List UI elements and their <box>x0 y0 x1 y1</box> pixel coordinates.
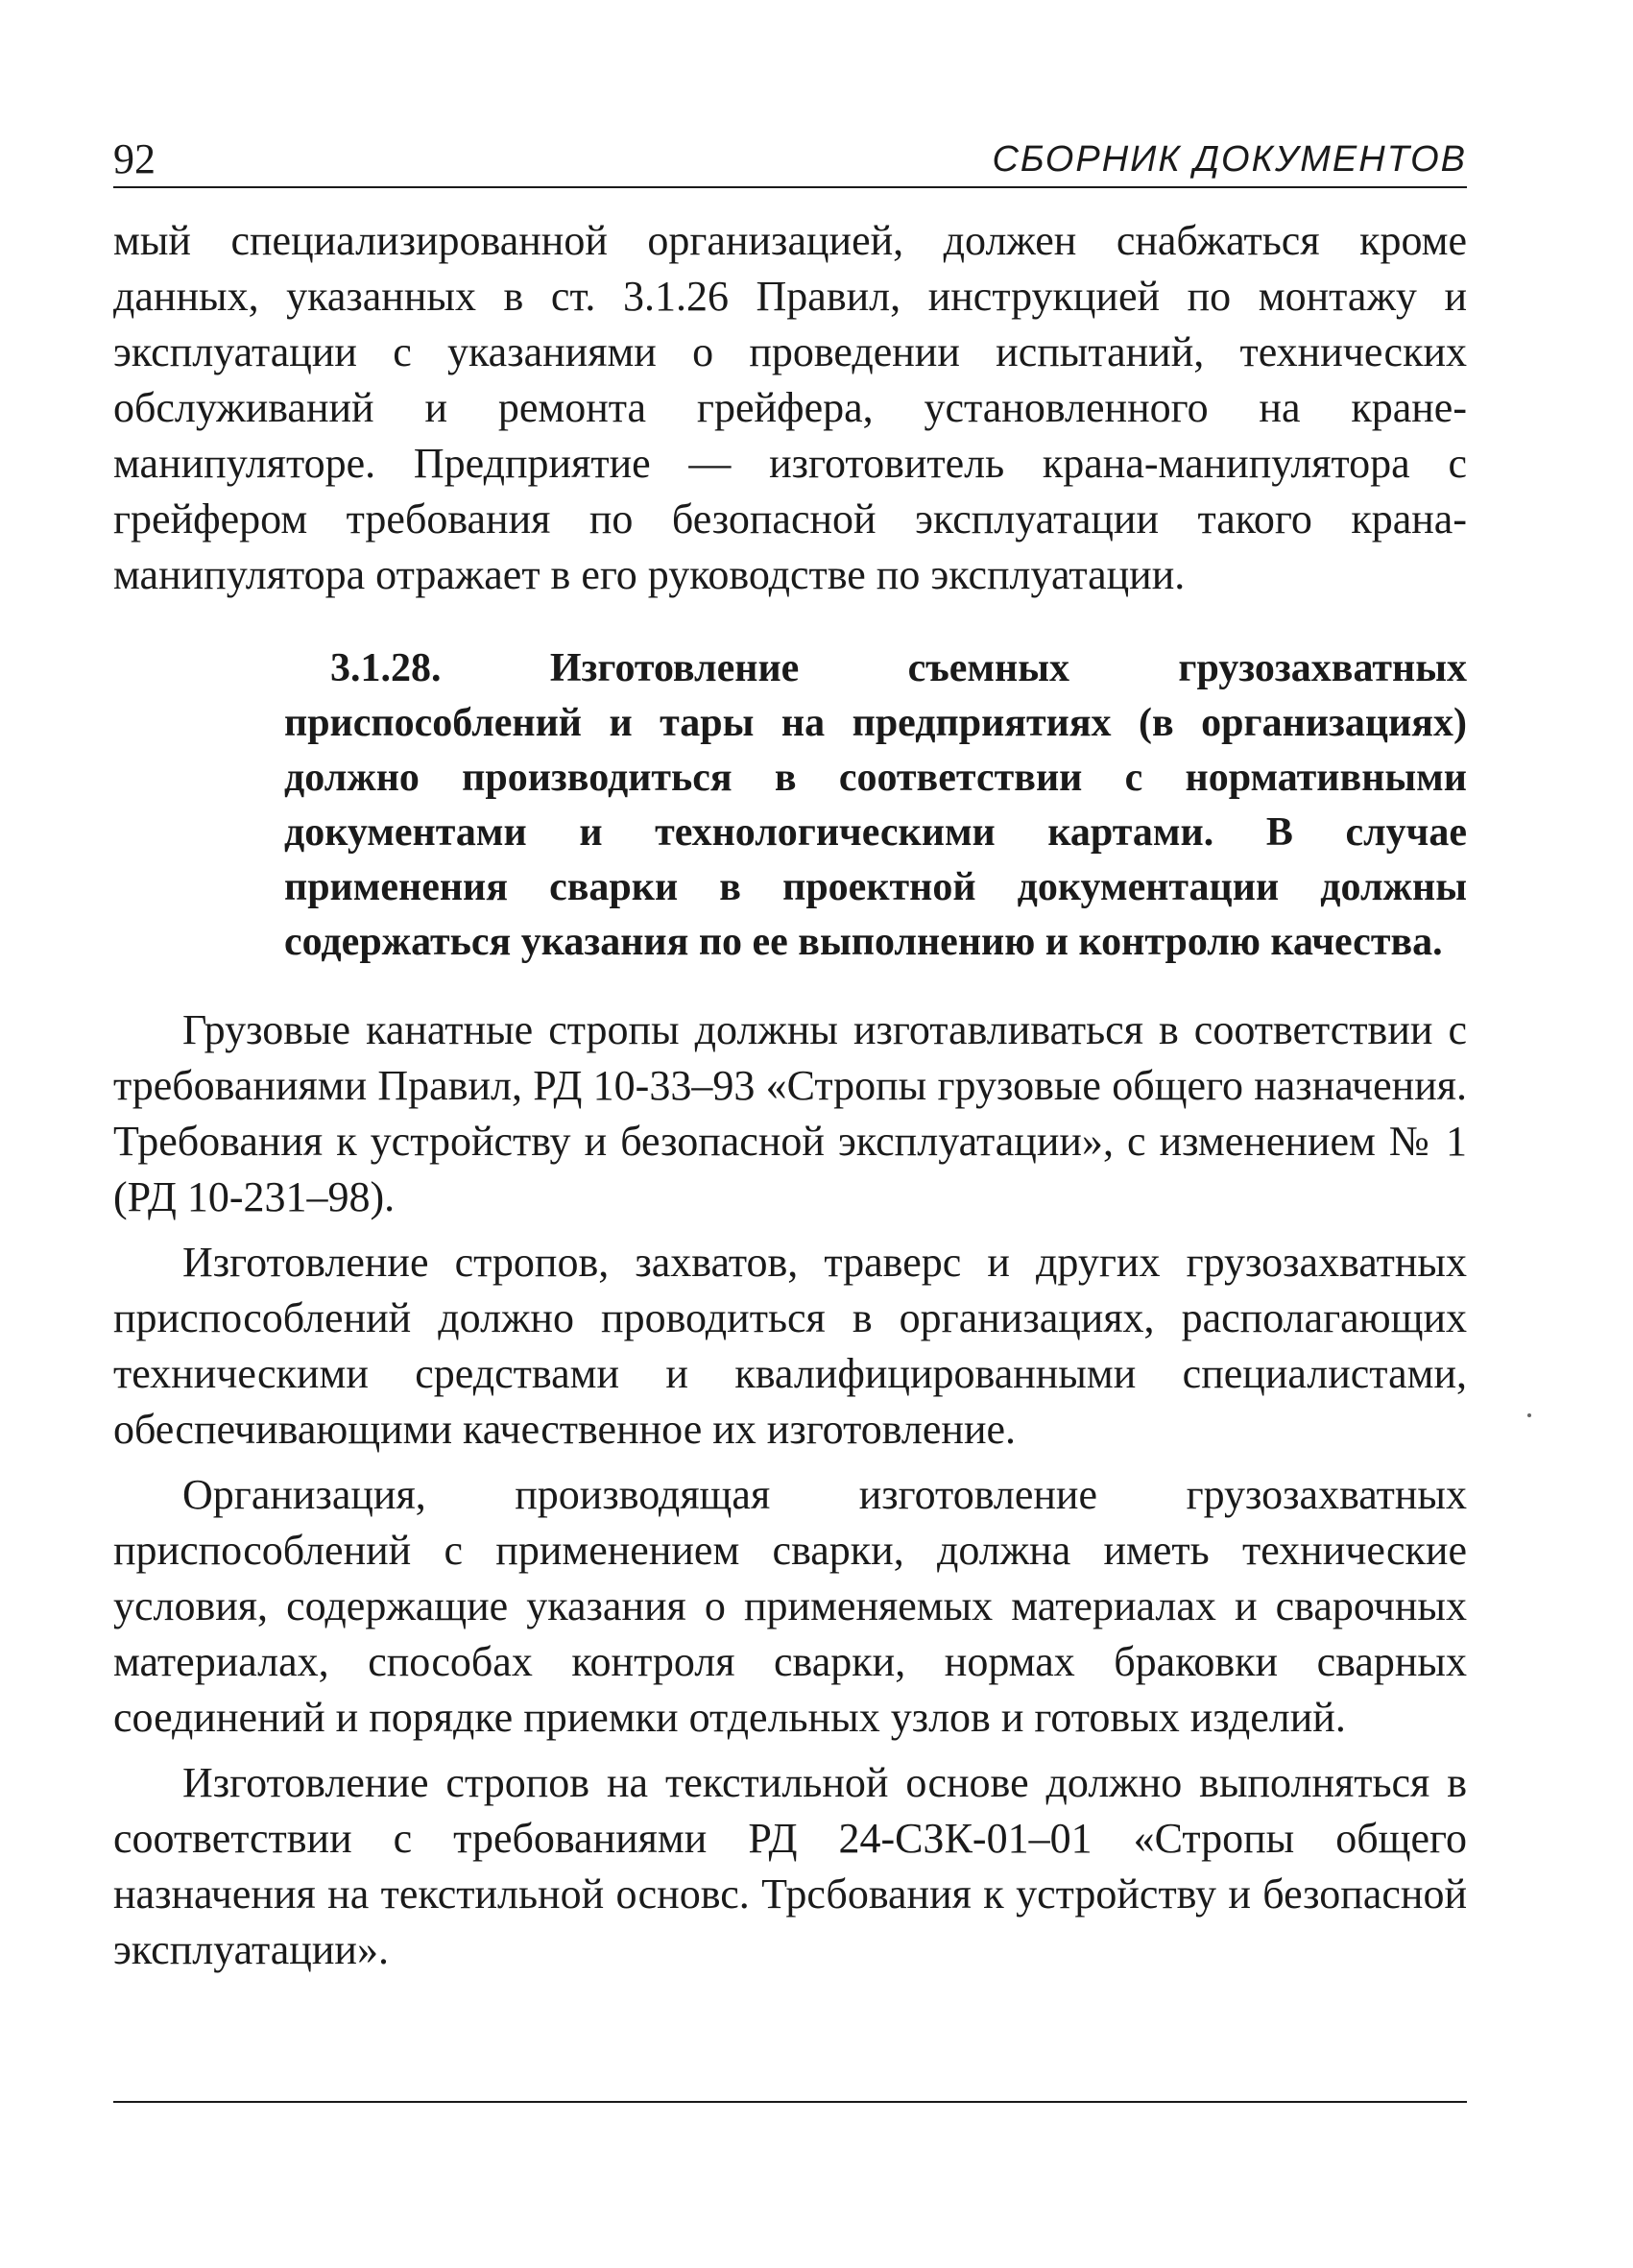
paragraph-continuation: мый специализированной организацией, должен снабжаться кроме данных, указанных в ст. 3.1.26 Правил, инструкцией по монтажу и эксплуатации с указаниями о проведении испытаний, технических обслуживаний и ремонта грейфера, установленного на кране-манипуляторе. Предприятие — изготовитель крана-манипулятора с грейфером требования по безопасной эксплуатации такого крана-манипулятора отражает в его руководстве по эксплуатации. <box>113 217 1467 598</box>
paragraph-textile-slings: Изготовление стропов на текстильной основе должно выполняться в соответствии с требованиями РД 24-СЗК-01–01 «Стропы общего назначения на текстильной основс. Трсбования к устройству и безопасной эксплуатации». <box>113 1759 1467 1973</box>
header-rule <box>113 186 1467 188</box>
footer-rule <box>113 2101 1467 2103</box>
paragraph-manufacturing: Изготовление стропов, захватов, траверс и других грузозахватных приспособлений должно проводиться в организациях, располагающих техническими средствами и квалифицированными специалистами, обеспечивающими качественное их изготовление. <box>113 1239 1467 1453</box>
scan-speck <box>1527 1413 1531 1417</box>
paragraph-rope-slings: Грузовые канатные стропы должны изготавливаться в соответствии с требованиями Правил, РД 10-33–93 «Стропы грузовые общего назначения. Требования к устройству и безопасной эксплуатации», с изменением № 1 (РД 10-231–98). <box>113 1006 1467 1220</box>
page-number: 92 <box>113 135 156 182</box>
page-body <box>113 213 1467 1978</box>
running-title: СБОРНИК ДОКУМЕНТОВ <box>992 139 1467 180</box>
section-3-1-28: 3.1.28. Изготовление съемных грузозахватных приспособлений и тары на предприятиях (в организациях) должно производиться в соответствии с нормативными документами и технологическими картами. В случае применения сварки в проектной документации должны содержаться указания по ее выполнению и контролю качества. <box>284 646 1467 964</box>
page-header <box>113 134 1467 184</box>
paragraph-welding: Организация, производящая изготовление грузозахватных приспособлений с применением сварки, должна иметь технические условия, содержащие указания о применяемых материалах и сварочных материалах, способах контроля сварки, нормах браковки сварных соединений и порядке приемки отдельных узлов и готовых изделий. <box>113 1471 1467 1741</box>
